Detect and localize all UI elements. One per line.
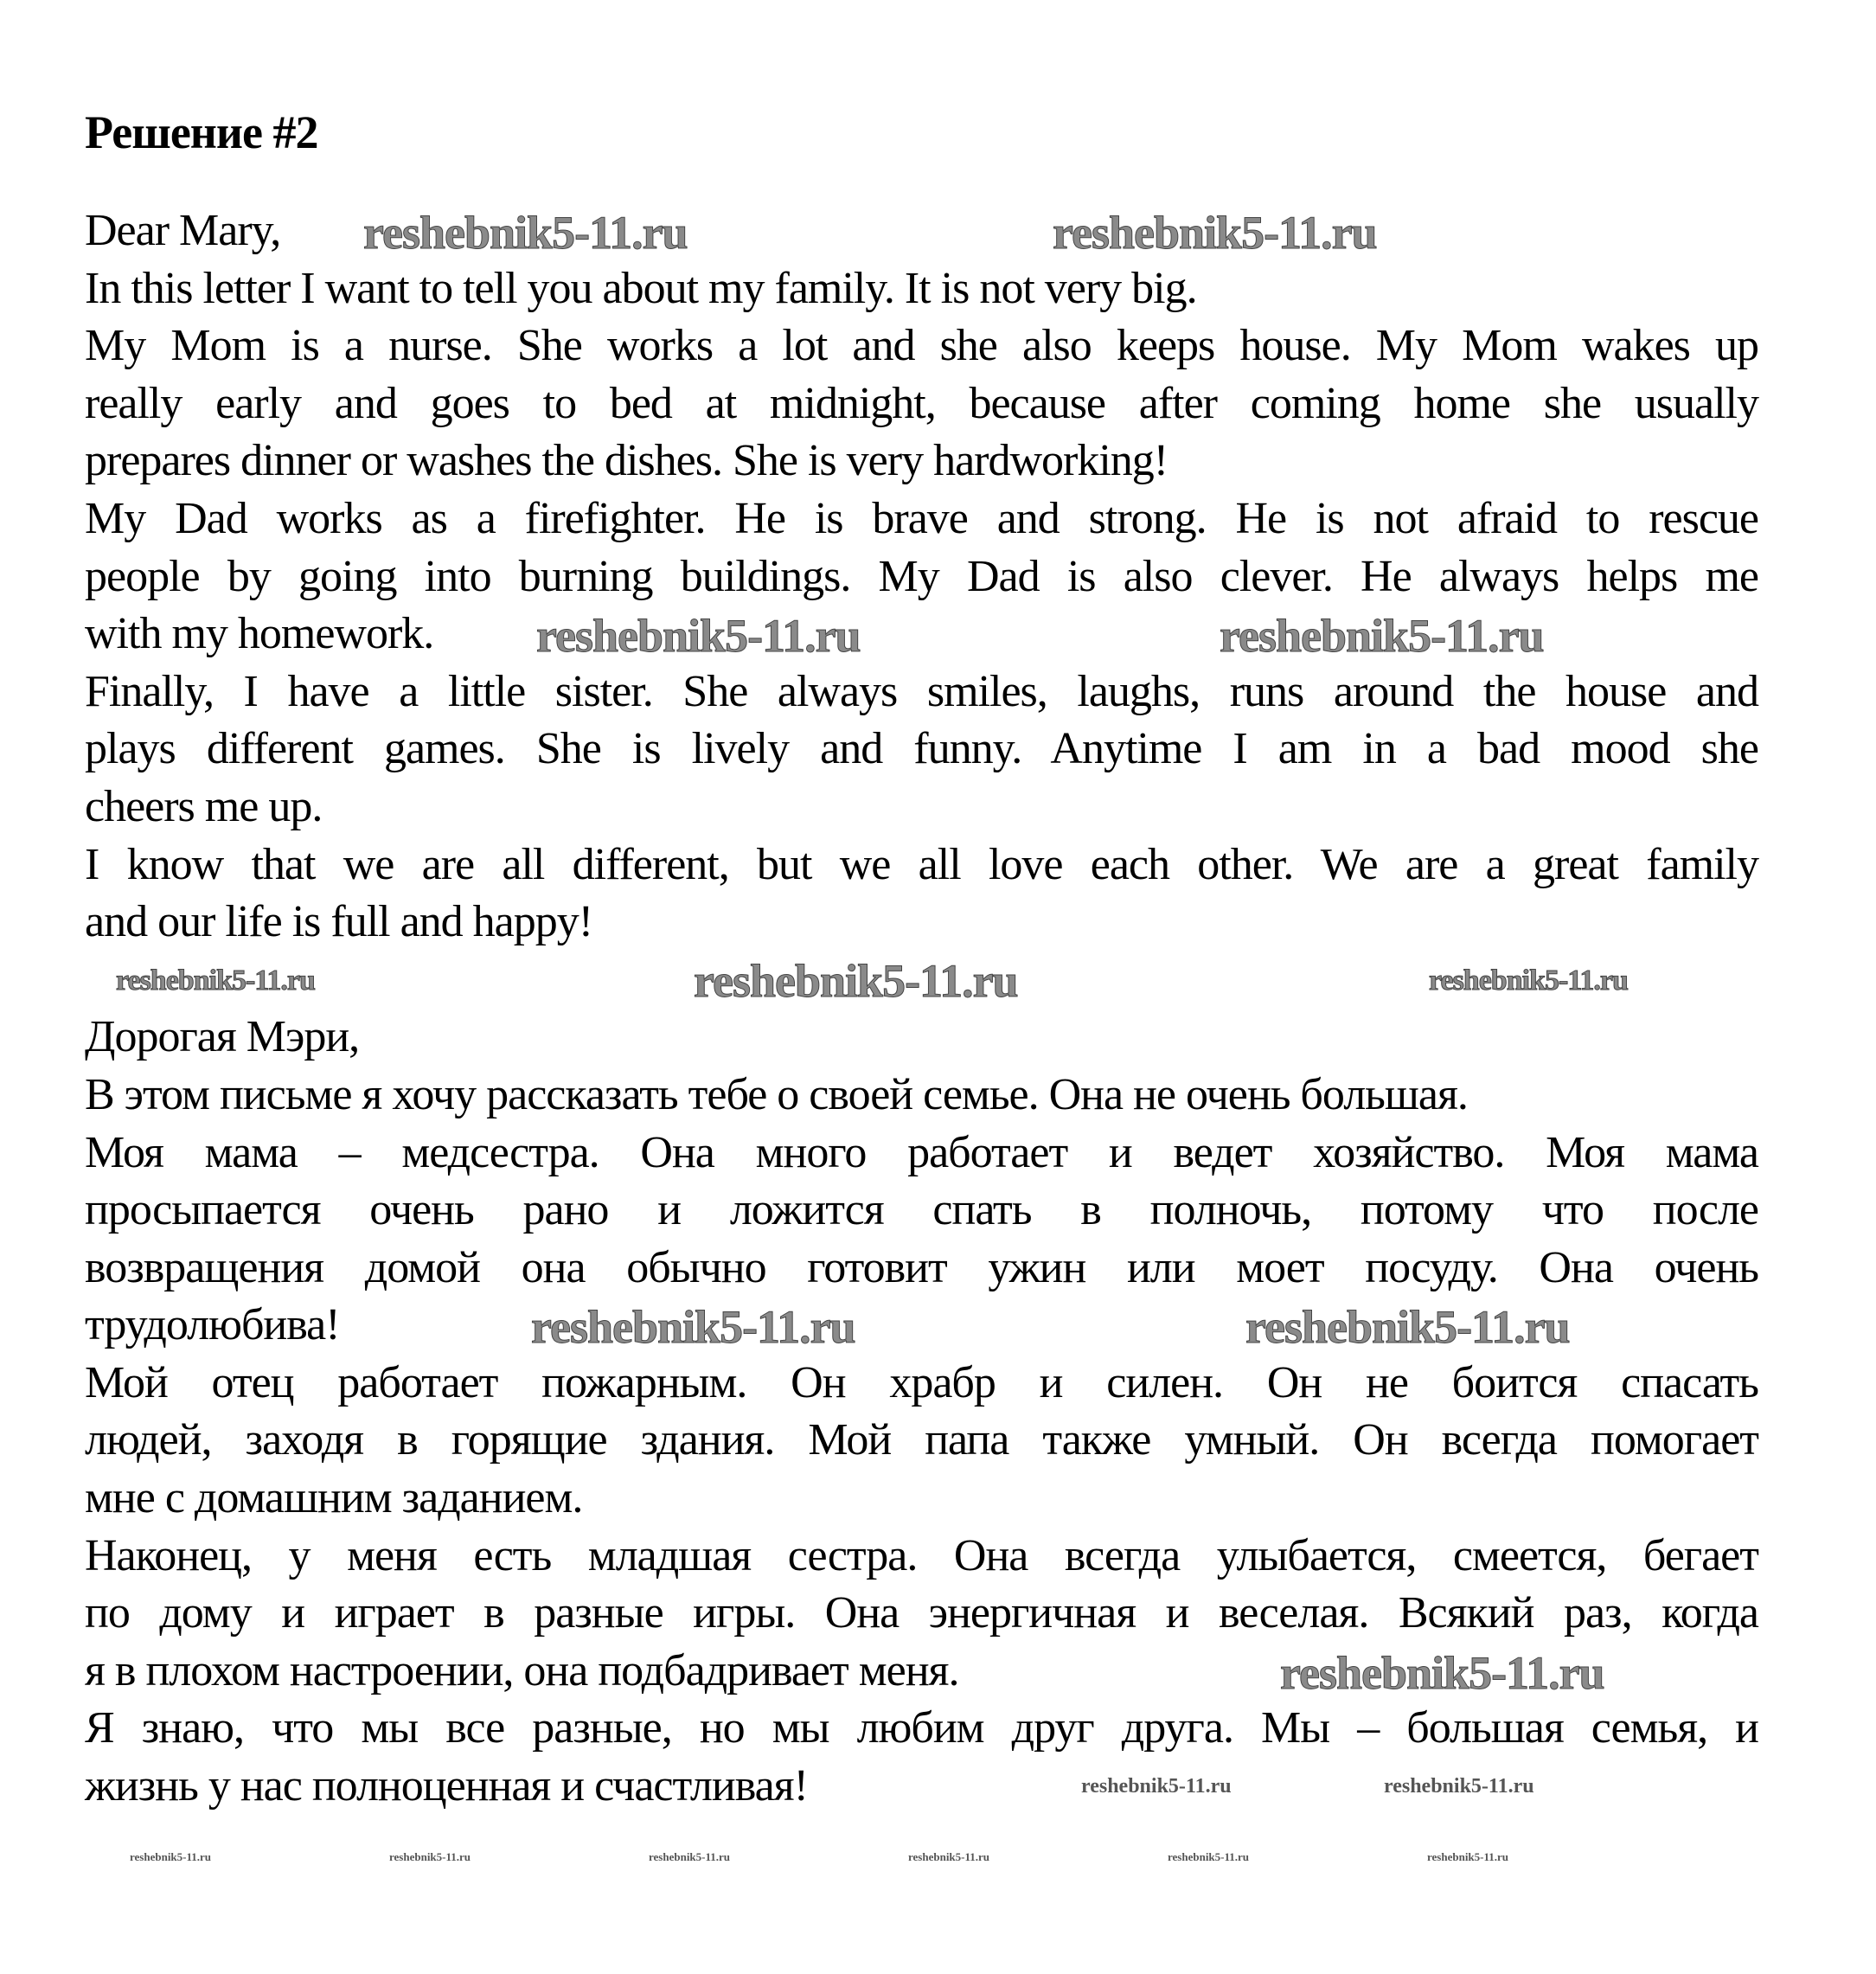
text-line: cheers me up. [85, 781, 323, 831]
text-line: возвращения домой она обычно готовит ужин или моет посуду. Она очень [85, 1242, 1758, 1292]
text-line: plays different games. She is lively and funny. Anytime I am in a bad mood she [85, 724, 1758, 774]
watermark: reshebnik5-11.ru [536, 610, 861, 662]
watermark: reshebnik5-11.ru [1427, 1850, 1509, 1863]
text-line: я в плохом настроении, она подбадривает меня. [85, 1645, 959, 1695]
watermark: reshebnik5-11.ru [389, 1850, 471, 1863]
text-line: My Dad works as a firefighter. He is brave and strong. He is not afraid to rescue [85, 493, 1758, 543]
watermark: reshebnik5-11.ru [908, 1850, 990, 1863]
text-line: Мой отец работает пожарным. Он храбр и силен. Он не боится спасать [85, 1357, 1758, 1407]
watermark: reshebnik5-11.ru [1384, 1775, 1534, 1798]
watermark: reshebnik5-11.ru [1168, 1850, 1250, 1863]
watermark: reshebnik5-11.ru [116, 965, 315, 997]
watermark: reshebnik5-11.ru [531, 1301, 855, 1353]
text-line: with my homework. [85, 609, 434, 659]
text-line: трудолюбива! [85, 1300, 340, 1350]
watermark: reshebnik5-11.ru [363, 207, 688, 259]
text-line: really early and goes to bed at midnight, because after coming home she usually [85, 378, 1758, 428]
text-line: по дому и играет в разные игры. Она энергичная и веселая. Всякий раз, когда [85, 1588, 1758, 1638]
text-line: людей, заходя в горящие здания. Мой папа также умный. Он всегда помогает [85, 1415, 1758, 1465]
text-line: prepares dinner or washes the dishes. She is very hardworking! [85, 436, 1168, 486]
text-line: Dear Mary, [85, 206, 281, 255]
text-line: Я знаю, что мы все разные, но мы любим друг друга. Мы – большая семья, и [85, 1703, 1758, 1753]
watermark: reshebnik5-11.ru [649, 1850, 731, 1863]
watermark: reshebnik5-11.ru [1053, 207, 1377, 259]
text-line: My Mom is a nurse. She works a lot and she also keeps house. My Mom wakes up [85, 321, 1758, 371]
text-line: мне с домашним заданием. [85, 1473, 583, 1523]
watermark: reshebnik5-11.ru [1081, 1775, 1232, 1798]
text-line: просыпается очень рано и ложится спать в полночь, потому что после [85, 1185, 1758, 1235]
page-title: Решение #2 [85, 106, 318, 158]
watermark: reshebnik5-11.ru [130, 1850, 212, 1863]
text-line: people by going into burning buildings. My Dad is also clever. He always helps me [85, 551, 1758, 601]
text-line: In this letter I want to tell you about my family. It is not very big. [85, 263, 1197, 313]
text-line: Дорогая Мэри, [85, 1012, 360, 1062]
watermark: reshebnik5-11.ru [1280, 1647, 1604, 1699]
watermark: reshebnik5-11.ru [1245, 1301, 1570, 1353]
text-line: В этом письме я хочу рассказать тебе о своей семье. Она не очень большая. [85, 1069, 1468, 1119]
text-line: Моя мама – медсестра. Она много работает и ведет хозяйство. Моя мама [85, 1127, 1758, 1177]
watermark: reshebnik5-11.ru [694, 955, 1018, 1007]
text-line: Finally, I have a little sister. She always smiles, laughs, runs around the house and [85, 666, 1758, 716]
text-line: жизнь у нас полноценная и счастливая! [85, 1761, 808, 1811]
text-line: and our life is full and happy! [85, 897, 593, 947]
text-line: Наконец, у меня есть младшая сестра. Она всегда улыбается, смеется, бегает [85, 1530, 1758, 1580]
text-line: I know that we are all different, but we all love each other. We are a great family [85, 839, 1758, 889]
watermark: reshebnik5-11.ru [1220, 610, 1544, 662]
watermark: reshebnik5-11.ru [1429, 965, 1628, 997]
letter-body [85, 202, 1758, 1816]
